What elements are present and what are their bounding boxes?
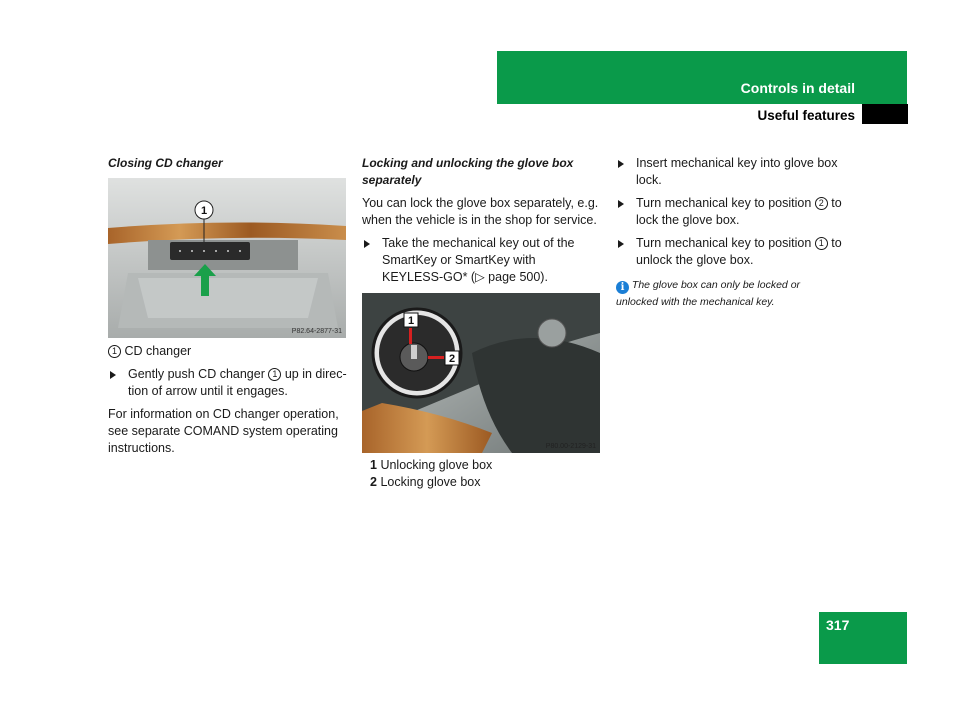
step-item: Turn mechanical key to position 1 to unlock the glove box. <box>616 235 856 269</box>
subsection-title: Useful features <box>757 108 855 123</box>
figure-cd-changer <box>108 178 346 338</box>
step-item: Gently push CD changer 1 up in direc- tion of arrow until it engages. <box>108 366 348 400</box>
header-bar <box>497 51 907 104</box>
bullet-triangle-icon <box>618 160 624 168</box>
bullet-triangle-icon <box>364 240 370 248</box>
page-number: 317 <box>826 617 850 633</box>
inline-number: 1 <box>815 237 828 250</box>
bullet-triangle-icon <box>110 371 116 379</box>
figure1-code: P82.64-2877-31 <box>291 328 342 335</box>
column-cd-changer <box>108 155 348 172</box>
figure2-callout-2: 2 <box>448 353 456 365</box>
column-cd-changer-text <box>108 343 348 457</box>
inline-number: 1 <box>268 368 281 381</box>
heading-glove-box: Locking and unlocking the glove box separately <box>362 156 574 187</box>
figure2-code: P80.00-2129-31 <box>545 443 596 450</box>
legend-item: 2 Locking glove box <box>370 475 481 489</box>
bullet-triangle-icon <box>618 200 624 208</box>
section-title: Controls in detail <box>740 80 855 96</box>
legend-number: 1 <box>108 345 121 358</box>
inline-number: 2 <box>815 197 828 210</box>
bullet-triangle-icon <box>618 240 624 248</box>
legend-text: CD changer <box>124 344 192 358</box>
figure1-callout-1: 1 <box>200 205 208 217</box>
figure-glove-box-lock <box>362 293 600 453</box>
column-glove-box <box>362 155 602 286</box>
paragraph-info: For information on CD changer operation, see separate COMAND system operating instructions. <box>108 407 339 455</box>
legend-item <box>108 343 348 360</box>
legend-item: 1 Unlocking glove box <box>370 458 493 472</box>
step-item: Insert mechanical key into glove box lock. <box>616 155 856 189</box>
figure2-legend <box>370 457 600 491</box>
figure2-callout-1: 1 <box>407 315 415 327</box>
step-item: Turn mechanical key to position 2 to lock the glove box. <box>616 195 856 229</box>
subsection-marker <box>862 104 908 124</box>
paragraph-intro: You can lock the glove box separately, e.g. when the vehicle is in the shop for service. <box>362 196 599 227</box>
info-icon: i <box>616 281 629 294</box>
info-note: i The glove box can only be locked or unlocked with the mechanical key. <box>616 279 801 308</box>
heading-closing-cd-changer: Closing CD changer <box>108 156 223 170</box>
step-item: Take the mechanical key out of the SmartKey or SmartKey with KEYLESS-GO* (▷ page 500). <box>362 235 602 286</box>
column-steps <box>616 155 856 310</box>
